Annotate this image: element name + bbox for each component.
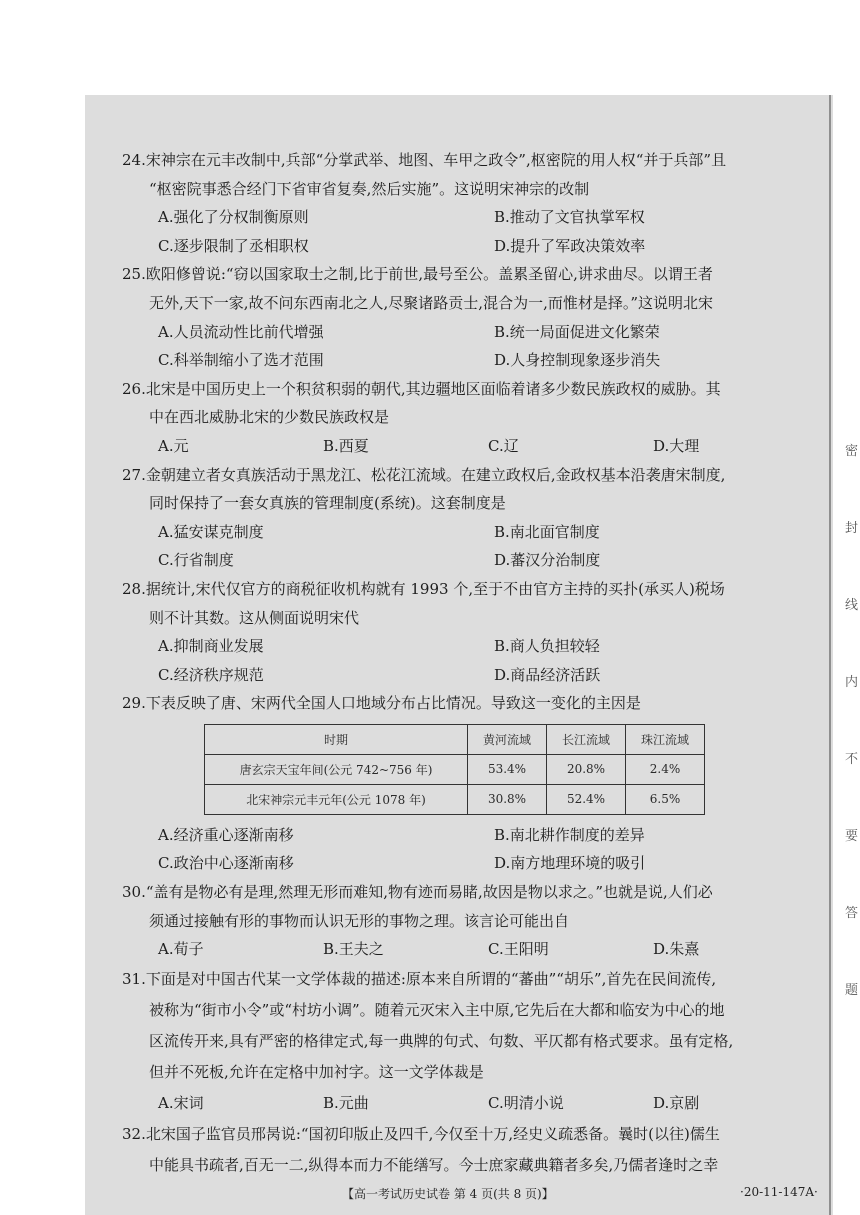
question-stem: 29.下表反映了唐、宋两代全国人口地域分布占比情况。导致这一变化的主因是 (122, 694, 641, 713)
option-b: B.西夏 (323, 436, 369, 455)
option-b: B.南北耕作制度的差异 (494, 825, 645, 844)
table-header: 时期 (205, 724, 468, 754)
option-b: B.推动了文官执掌军权 (494, 208, 645, 227)
option-a: A.猛安谋克制度 (158, 522, 264, 541)
question-24 (122, 146, 812, 260)
population-table (204, 724, 705, 815)
binding-notice (845, 440, 860, 998)
question-27 (122, 461, 812, 575)
option-d: D.朱熹 (653, 940, 700, 959)
footer-page-info: 【高一考试历史试卷 第 4 页(共 8 页)】 (342, 1187, 554, 1201)
option-b: B.王夫之 (323, 940, 384, 959)
option-a: A.抑制商业发展 (158, 637, 264, 656)
binding-char: 密 (845, 444, 859, 459)
question-stem: 无外,天下一家,故不问东西南北之人,尽聚诸路贡士,混合为一,而惟材是择。”这说明北宋 (149, 293, 714, 312)
option-a: A.宋词 (158, 1093, 204, 1112)
options (122, 203, 812, 260)
binding-char: 答 (845, 906, 859, 921)
option-c: C.行省制度 (158, 551, 234, 570)
option-d: D.大理 (653, 436, 700, 455)
question-stem: 28.据统计,宋代仅官方的商税征收机构就有 1993 个,至于不由官方主持的买扑(承买人)税场 (122, 579, 725, 598)
option-a: A.元 (158, 436, 189, 455)
option-d: D.蕃汉分治制度 (494, 551, 601, 570)
table-header-row (205, 724, 705, 754)
table-cell: 53.4% (468, 754, 547, 784)
question-31 (122, 964, 812, 1119)
option-d: D.提升了军政决策效率 (494, 236, 646, 255)
option-d: D.商品经济活跃 (494, 665, 601, 684)
option-b: B.统一局面促进文化繁荣 (494, 322, 660, 341)
question-28 (122, 575, 812, 689)
option-d: D.京剧 (653, 1093, 700, 1112)
table-row (205, 754, 705, 784)
table-header: 珠江流域 (626, 724, 705, 754)
question-29 (122, 689, 812, 878)
table-row (205, 784, 705, 814)
table-cell: 北宋神宗元丰元年(公元 1078 年) (205, 784, 468, 814)
options (122, 1088, 812, 1119)
option-c: C.科举制缩小了选才范围 (158, 351, 324, 370)
question-26 (122, 375, 812, 461)
option-c: C.逐步限制了丞相职权 (158, 236, 309, 255)
question-stem: 被称为“街市小令”或“村坊小调”。随着元灭宋入主中原,它先后在大都和临安为中心的地 (149, 1000, 725, 1019)
options (122, 318, 812, 375)
table-cell: 20.8% (547, 754, 626, 784)
option-d: D.人身控制现象逐步消失 (494, 351, 661, 370)
question-stem: 25.欧阳修曾说:“窃以国家取士之制,比于前世,最号至公。盖累圣留心,讲求曲尽。以谓王者 (122, 265, 713, 284)
table-cell: 6.5% (626, 784, 705, 814)
option-c: C.政治中心逐渐南移 (158, 854, 294, 873)
option-b: B.南北面官制度 (494, 522, 600, 541)
table-header: 黄河流域 (468, 724, 547, 754)
question-stem: 须通过接触有形的事物而认识无形的事物之理。该言论可能出自 (149, 911, 570, 930)
question-25 (122, 260, 812, 374)
question-stem: 区流传开来,具有严密的格律定式,每一典牌的句式、句数、平仄都有格式要求。虽有定格, (149, 1031, 734, 1050)
option-b: B.元曲 (323, 1093, 369, 1112)
options (122, 821, 812, 878)
question-stem: 中能具书疏者,百无一二,纵得本而力不能缮写。今士庶家藏典籍者多矣,乃儒者逢时之幸 (149, 1155, 719, 1174)
footer-code: ·20-11-147A· (740, 1185, 818, 1199)
option-a: A.荀子 (158, 940, 204, 959)
question-stem: “枢密院事悉合经门下省审省复奏,然后实施”。这说明宋神宗的改制 (149, 179, 590, 198)
options (122, 432, 812, 461)
question-stem: 24.宋神宗在元丰改制中,兵部“分掌武举、地图、车甲之政令”,枢密院的用人权“并于兵部”且 (122, 151, 727, 169)
table-cell: 2.4% (626, 754, 705, 784)
option-c: C.辽 (488, 436, 519, 455)
option-c: C.经济秩序规范 (158, 665, 264, 684)
option-c: C.明清小说 (488, 1093, 564, 1112)
binding-char: 封 (845, 521, 859, 536)
question-stem: 27.金朝建立者女真族活动于黑龙江、松花江流域。在建立政权后,金政权基本沿袭唐宋制度, (122, 465, 726, 484)
paper-edge-line (829, 95, 831, 1215)
binding-char: 不 (845, 752, 859, 767)
binding-char: 线 (845, 598, 859, 613)
question-stem: 32.北宋国子监官员邢昺说:“国初印版止及四千,今仅至十万,经史义疏悉备。曩时(以往)儒生 (122, 1124, 720, 1143)
question-32 (122, 1119, 812, 1181)
option-a: A.强化了分权制衡原则 (158, 208, 309, 227)
question-stem: 但并不死板,允许在定格中加衬字。这一文学体裁是 (149, 1062, 484, 1081)
question-stem: 同时保持了一套女真族的管理制度(系统)。这套制度是 (149, 494, 506, 513)
table-cell: 52.4% (547, 784, 626, 814)
option-a: A.经济重心逐渐南移 (158, 825, 294, 844)
option-b: B.商人负担较轻 (494, 637, 600, 656)
binding-char: 题 (845, 983, 859, 998)
options (122, 518, 812, 575)
option-a: A.人员流动性比前代增强 (158, 322, 324, 341)
binding-char: 要 (845, 829, 859, 844)
table-cell: 唐玄宗天宝年间(公元 742~756 年) (205, 754, 468, 784)
question-stem: 30.“盖有是物必有是理,然理无形而难知,物有迹而易睹,故因是物以求之。”也就是说,人们必 (122, 883, 713, 902)
table-header: 长江流域 (547, 724, 626, 754)
binding-char: 内 (845, 675, 859, 690)
question-stem: 中在西北威胁北宋的少数民族政权是 (149, 408, 390, 427)
table-cell: 30.8% (468, 784, 547, 814)
options (122, 935, 812, 964)
option-d: D.南方地理环境的吸引 (494, 854, 646, 873)
questions (122, 146, 812, 1181)
question-stem: 31.下面是对中国古代某一文学体裁的描述:原本来自所谓的“蕃曲”“胡乐”,首先在民间流传, (122, 969, 717, 988)
page-footer (85, 1185, 833, 1203)
options (122, 632, 812, 689)
question-30 (122, 878, 812, 964)
option-c: C.王阳明 (488, 940, 549, 959)
question-stem: 则不计其数。这从侧面说明宋代 (149, 608, 360, 627)
question-stem: 26.北宋是中国历史上一个积贫积弱的朝代,其边疆地区面临着诸多少数民族政权的威胁。其 (122, 379, 721, 398)
